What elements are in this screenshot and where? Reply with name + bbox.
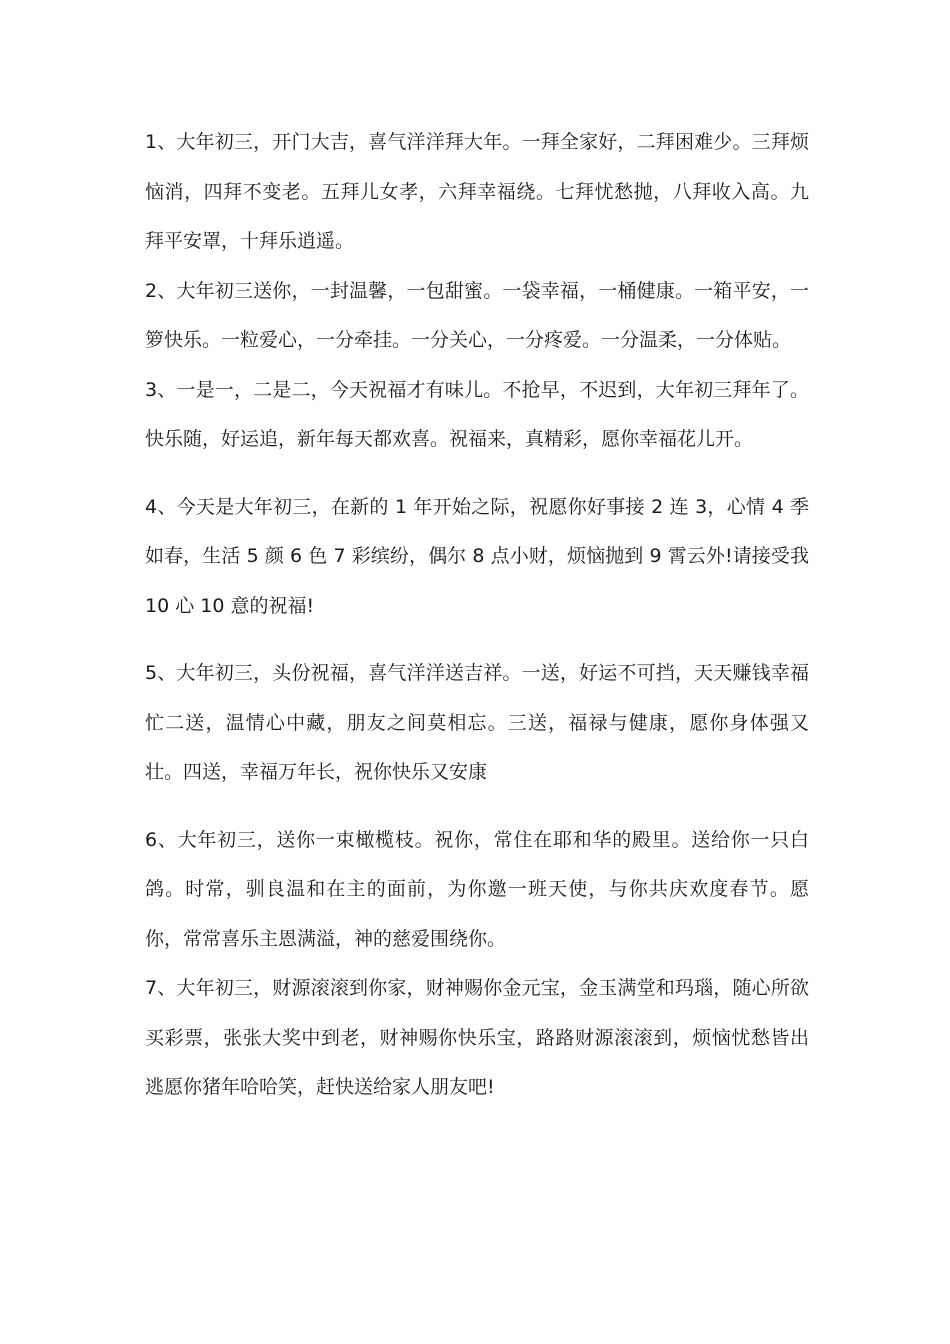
paragraph-7: 7、大年初三，财源滚滚到你家，财神赐你金元宝，金玉满堂和玛瑙，随心所欲买彩票，张张大奖中到老，财神赐你快乐宝，路路财源滚滚到，烦恼忧愁皆出逃愿你猪年哈哈笑，赶快送给家人朋友吧! (145, 977, 809, 1098)
paragraph-6: 6、大年初三，送你一束橄榄枝。祝你，常住在耶和华的殿里。送给你一只白鸽。时常，驯良温和在主的面前，为你邀一班天使，与你共庆欢度春节。愿你，常常喜乐主恩满溢，神的慈爱围绕你。 (145, 828, 809, 950)
paragraph-3: 3、一是一，二是二，今天祝福才有味儿。不抢早，不迟到，大年初三拜年了。快乐随，好运追，新年每天都欢喜。祝福来，真精彩，愿你幸福花儿开。 (145, 378, 809, 450)
paragraph-1: 1、大年初三，开门大吉，喜气洋洋拜大年。一拜全家好，二拜困难少。三拜烦恼消，四拜不变老。五拜儿女孝，六拜幸福绕。七拜忧愁抛，八拜收入高。九拜平安罩，十拜乐逍遥。 (145, 131, 809, 252)
paragraph-5: 5、大年初三，头份祝福，喜气洋洋送吉祥。一送，好运不可挡，天天赚钱幸福忙二送，温情心中藏，朋友之间莫相忘。三送，福禄与健康，愿你身体强又壮。四送，幸福万年长，祝你快乐又安康 (145, 662, 809, 783)
paragraph-2: 2、大年初三送你，一封温馨，一包甜蜜。一袋幸福，一桶健康。一箱平安，一箩快乐。一粒爱心，一分牵挂。一分关心，一分疼爱。一分温柔，一分体贴。 (145, 279, 809, 351)
document-body (145, 118, 816, 1113)
paragraph-4: 4、今天是大年初三，在新的 1 年开始之际，祝愿你好事接 2 连 3，心情 4 季如春，生活 5 颜 6 色 7 彩缤纷，偶尔 8 点小财，烦恼抛到 9 霄云外!请接受我 10 心 10 意的祝福! (145, 495, 816, 617)
